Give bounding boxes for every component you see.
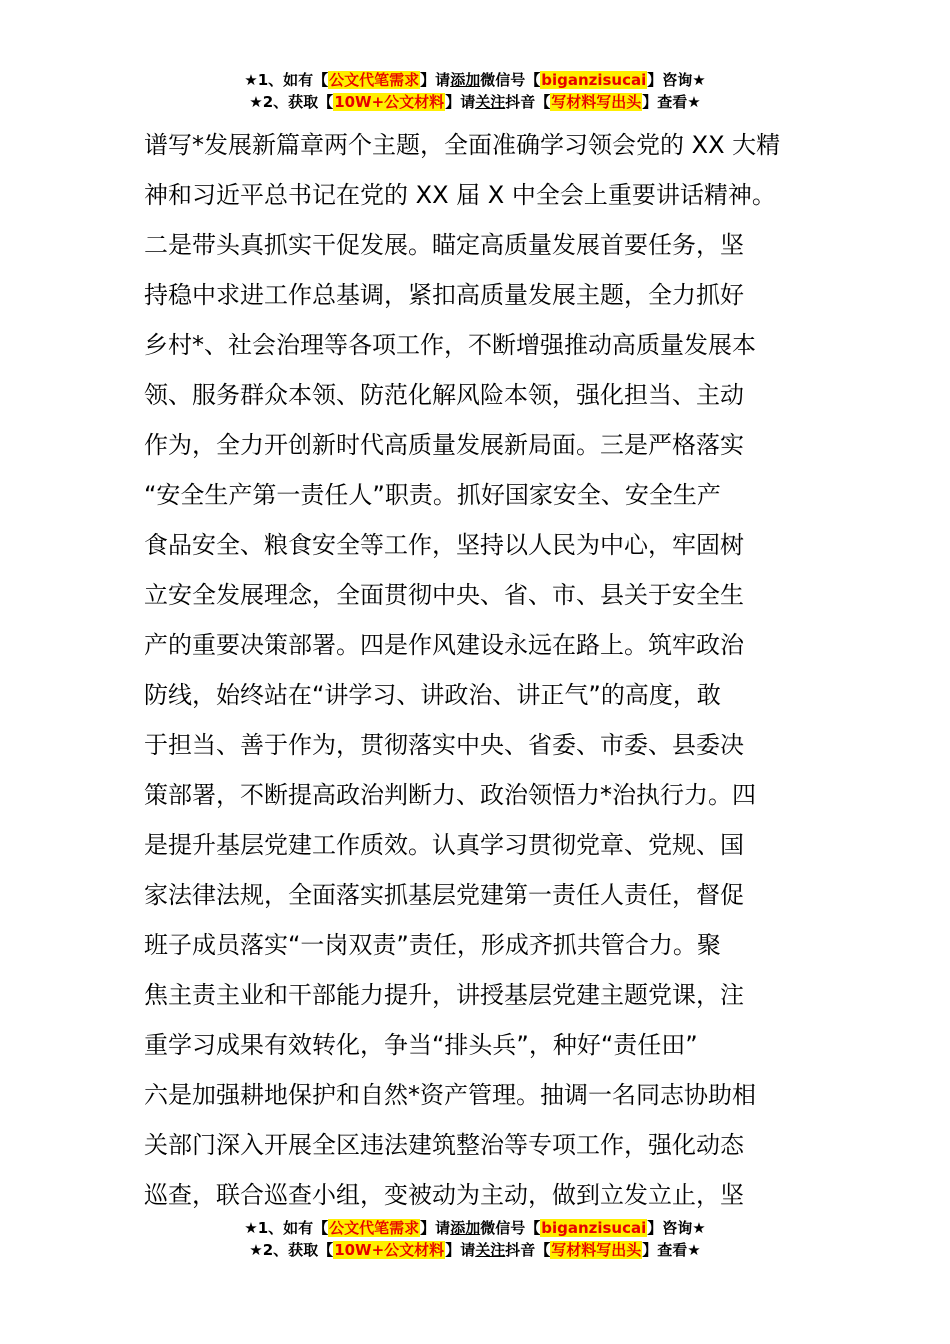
body-line: 巡查，联合巡查小组，变被动为主动，做到立发立止，坚: [144, 1181, 744, 1209]
highlight-douyin-account: 写材料写出头: [551, 93, 642, 111]
banner-line-2: ★2、获取【10W+公文材料】请关注抖音【写材料写出头】查看★: [249, 93, 701, 111]
header-banner: [0, 69, 950, 113]
highlight-douyin-account: 写材料写出头: [551, 1241, 642, 1259]
highlight-service: 公文代笔需求: [329, 1219, 420, 1237]
highlight-service: 公文代笔需求: [329, 71, 420, 89]
body-line: 是提升基层党建工作质效。认真学习贯彻党章、党规、国: [144, 831, 744, 859]
body-line: “安全生产第一责任人”职责。抓好国家安全、安全生产: [144, 481, 721, 509]
body-line: 持稳中求进工作总基调，紧扣高质量发展主题，全力抓好: [144, 281, 744, 309]
footer-banner: [0, 1217, 950, 1261]
highlight-wechat-id: biganzisucai: [541, 71, 647, 89]
banner-line-2: ★2、获取【10W+公文材料】请关注抖音【写材料写出头】查看★: [249, 1241, 701, 1259]
body-line: 焦主责主业和干部能力提升，讲授基层党建主题党课，注: [144, 981, 744, 1009]
body-line: 二是带头真抓实干促发展。瞄定高质量发展首要任务，坚: [144, 231, 744, 259]
body-line: 神和习近平总书记在党的 XX 届 X 中全会上重要讲话精神。: [144, 181, 776, 209]
body-line: 食品安全、粮食安全等工作，坚持以人民为中心，牢固树: [144, 531, 744, 559]
banner-line-1: ★1、如有【公文代笔需求】请添加微信号【biganzisucai】咨询★: [244, 71, 706, 89]
body-line: 关部门深入开展全区违法建筑整治等专项工作，强化动态: [144, 1131, 744, 1159]
highlight-materials: 10W+公文材料: [334, 93, 445, 111]
body-line: 产的重要决策部署。四是作风建设永远在路上。筑牢政治: [144, 631, 744, 659]
body-line: 策部署，不断提高政治判断力、政治领悟力*治执行力。四: [144, 781, 756, 809]
highlight-materials: 10W+公文材料: [334, 1241, 445, 1259]
body-line: 重学习成果有效转化，争当“排头兵”，种好“责任田”: [144, 1031, 698, 1059]
body-line: 班子成员落实“一岗双责”责任，形成齐抓共管合力。聚: [144, 931, 721, 959]
banner-line-1: ★1、如有【公文代笔需求】请添加微信号【biganzisucai】咨询★: [244, 1219, 706, 1237]
body-line: 家法律法规，全面落实抓基层党建第一责任人责任，督促: [144, 881, 744, 909]
body-line: 六是加强耕地保护和自然*资产管理。抽调一名同志协助相: [144, 1081, 756, 1109]
document-body: [144, 120, 816, 1220]
body-line: 防线，始终站在“讲学习、讲政治、讲正气”的高度，敢: [144, 681, 721, 709]
highlight-wechat-id: biganzisucai: [541, 1219, 647, 1237]
body-line: 乡村*、社会治理等各项工作，不断增强推动高质量发展本: [144, 331, 756, 359]
body-line: 作为，全力开创新时代高质量发展新局面。三是严格落实: [144, 431, 744, 459]
body-line: 谱写*发展新篇章两个主题，全面准确学习领会党的 XX 大精: [144, 131, 781, 159]
body-line: 领、服务群众本领、防范化解风险本领，强化担当、主动: [144, 381, 744, 409]
body-line: 立安全发展理念，全面贯彻中央、省、市、县关于安全生: [144, 581, 744, 609]
body-line: 于担当、善于作为，贯彻落实中央、省委、市委、县委决: [144, 731, 744, 759]
